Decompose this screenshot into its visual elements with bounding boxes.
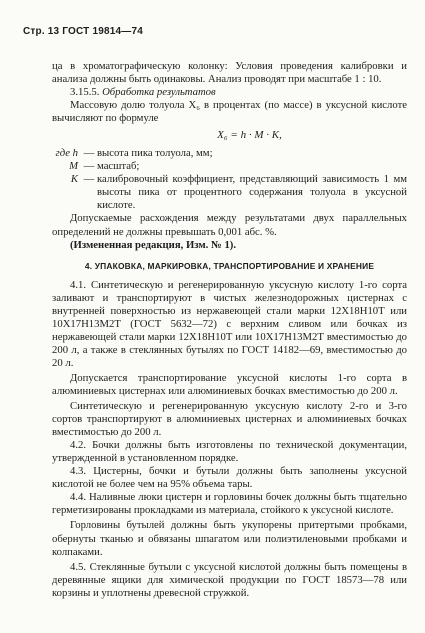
document-body	[52, 60, 407, 600]
paragraph-4-4-a: Горловины бутылей должны быть укупорены притертыми пробками, обернуты тканью и обвязаны шпагатом или полиэтиленовыми пробками и колпаками.	[52, 519, 407, 558]
legend-dash: —	[83, 160, 95, 173]
paragraph-4-5: 4.5. Стеклянные бутыли с уксусной кислотой должны быть помещены в деревянные ящики для химической продукции по ГОСТ 18573—78 или корзины и уплотнены древесной стружкой.	[52, 560, 407, 599]
legend-symbol: K	[70, 173, 78, 186]
legend-text: калибровочный коэффициент, представляющий зависимость 1 мм высоты пика от процентного содержания толуола в уксусной кислоте.	[97, 173, 407, 212]
paragraph-continuation: ца в хроматографическую колонку: Условия проведения калибровки и анализа должны быть одинаковы. Анализ проводят при масштабе 1 : 10.	[52, 60, 407, 86]
formula-legend-h	[52, 147, 407, 160]
formula-legend-k	[52, 173, 407, 212]
section-heading: 4. УПАКОВКА, МАРКИРОВКА, ТРАНСПОРТИРОВАНИЕ И ХРАНЕНИЕ	[84, 260, 375, 271]
paragraph-tolerance: Допускаемые расхождения между результатами двух параллельных определений не должны превышать 0,001 абс. %.	[52, 212, 407, 238]
formula-legend-m	[52, 160, 407, 173]
paragraph-4-4: 4.4. Наливные люки цистерн и горловины бочек должны быть тщательно герметизированы прокладками из материала, стойкого к уксусной кислоте.	[52, 491, 407, 517]
paragraph-4-1-a: Допускается транспортирование уксусной кислоты 1-го сорта в алюминиевых цистернах или алюминиевых бочках вместимостью до 200 л.	[52, 371, 407, 397]
legend-dash: —	[83, 147, 95, 160]
paragraph-4-2: 4.2. Бочки должны быть изготовлены по технической документации, утвержденной в установленном порядке.	[52, 439, 407, 465]
legend-symbol: где h	[55, 147, 78, 160]
page-header: Стр. 13 ГОСТ 19814—74	[23, 26, 143, 37]
legend-dash: —	[83, 173, 95, 186]
subsection-title: Обработка результатов	[102, 86, 216, 99]
legend-text: масштаб;	[97, 160, 140, 173]
legend-symbol: M	[69, 160, 78, 173]
subsection-number: 3.15.5.	[70, 86, 100, 99]
paragraph-4-1: 4.1. Синтетическую и регенерированную уксусную кислоту 1-го сорта заливают и транспортируют в чистых железнодорожных цистернах с внутренней поверхностью из нержавеющей стали марки 12Х18Н10Т или 10Х17Н13М2Т (ГОСТ 5632—72) с верхним сливом или бочках из нержавеющей стали марки 12Х18Н10Т или 10Х17Н13М2Т вместимостью до 200 л, а также в стеклянных бутылях по ГОСТ 14182—69, вместимостью до 20 л.	[52, 278, 407, 369]
legend-text: высота пика толуола, мм;	[97, 147, 213, 160]
amendment-note: (Измененная редакция, Изм. № 1).	[70, 238, 237, 251]
subsection-heading	[52, 86, 407, 99]
paragraph-4-3: 4.3. Цистерны, бочки и бутыли должны быть заполнены уксусной кислотой не более чем на 95% объема тары.	[52, 465, 407, 491]
formula: X₆ = h · M · K,	[217, 129, 282, 142]
paragraph-4-1-b: Синтетическую и регенерированную уксусную кислоту 2-го и 3-го сортов транспортируют в алюминиевых цистернах и алюминиевых бочках вместимостью до 200 л.	[52, 400, 407, 439]
paragraph-formula-intro: Массовую долю толуола X₆ в процентах (по массе) в уксусной кислоте вычисляют по формуле	[52, 99, 407, 125]
